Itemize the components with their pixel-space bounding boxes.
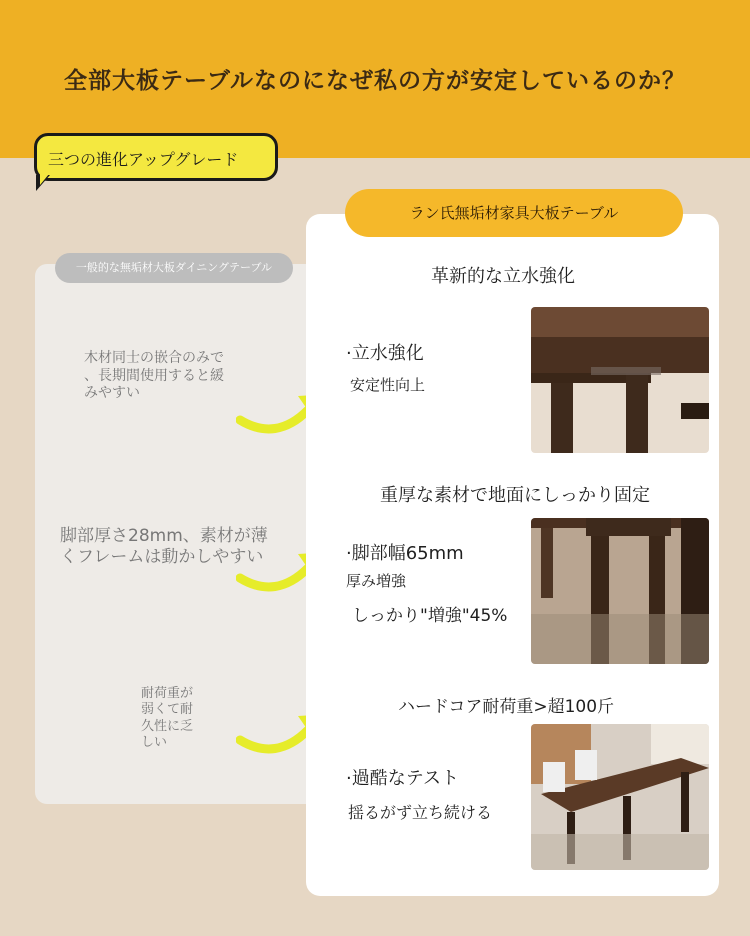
badge-text: 三つの進化アップグレード xyxy=(48,150,239,169)
ordinary-point-2: 脚部厚さ28mm、素材が薄 くフレームは動かしやすい xyxy=(60,526,268,568)
table-corner-photo xyxy=(531,307,709,453)
feature-title: ·立水強化 xyxy=(346,343,424,364)
feature-subtitle: 揺るがず立ち続ける xyxy=(348,803,493,822)
ordinary-table-label: 一般的な無垢材大板ダイニングテーブル xyxy=(55,253,293,283)
section-heading: 重厚な素材で地面にしっかり固定 xyxy=(380,485,650,506)
feature-subtitle: 安定性向上 xyxy=(350,376,426,394)
feature-title: ·脚部幅65mm xyxy=(346,543,464,564)
ordinary-point-3: 耐荷重が 弱くて耐 久性に乏 しい xyxy=(141,686,194,750)
dining-room-photo xyxy=(531,724,709,870)
ordinary-point-1: 木材同士の嵌合のみで 、長期間使用すると緩 みやすい xyxy=(84,350,224,401)
feature-subtitle: 厚み増強 xyxy=(346,572,407,590)
feature-subtitle: しっかり"増強"45% xyxy=(352,606,508,626)
section-heading: ハードコア耐荷重>超100斤 xyxy=(398,697,615,717)
section-heading: 革新的な立水強化 xyxy=(431,266,575,287)
table-leg-photo xyxy=(531,518,709,664)
brand-table-label: ラン氏無垢材家具大板テーブル xyxy=(345,189,683,237)
page-headline: 全部大板テーブルなのになぜ私の方が安定しているのか？ xyxy=(64,68,686,94)
feature-title: ·過酷なテスト xyxy=(346,768,460,789)
